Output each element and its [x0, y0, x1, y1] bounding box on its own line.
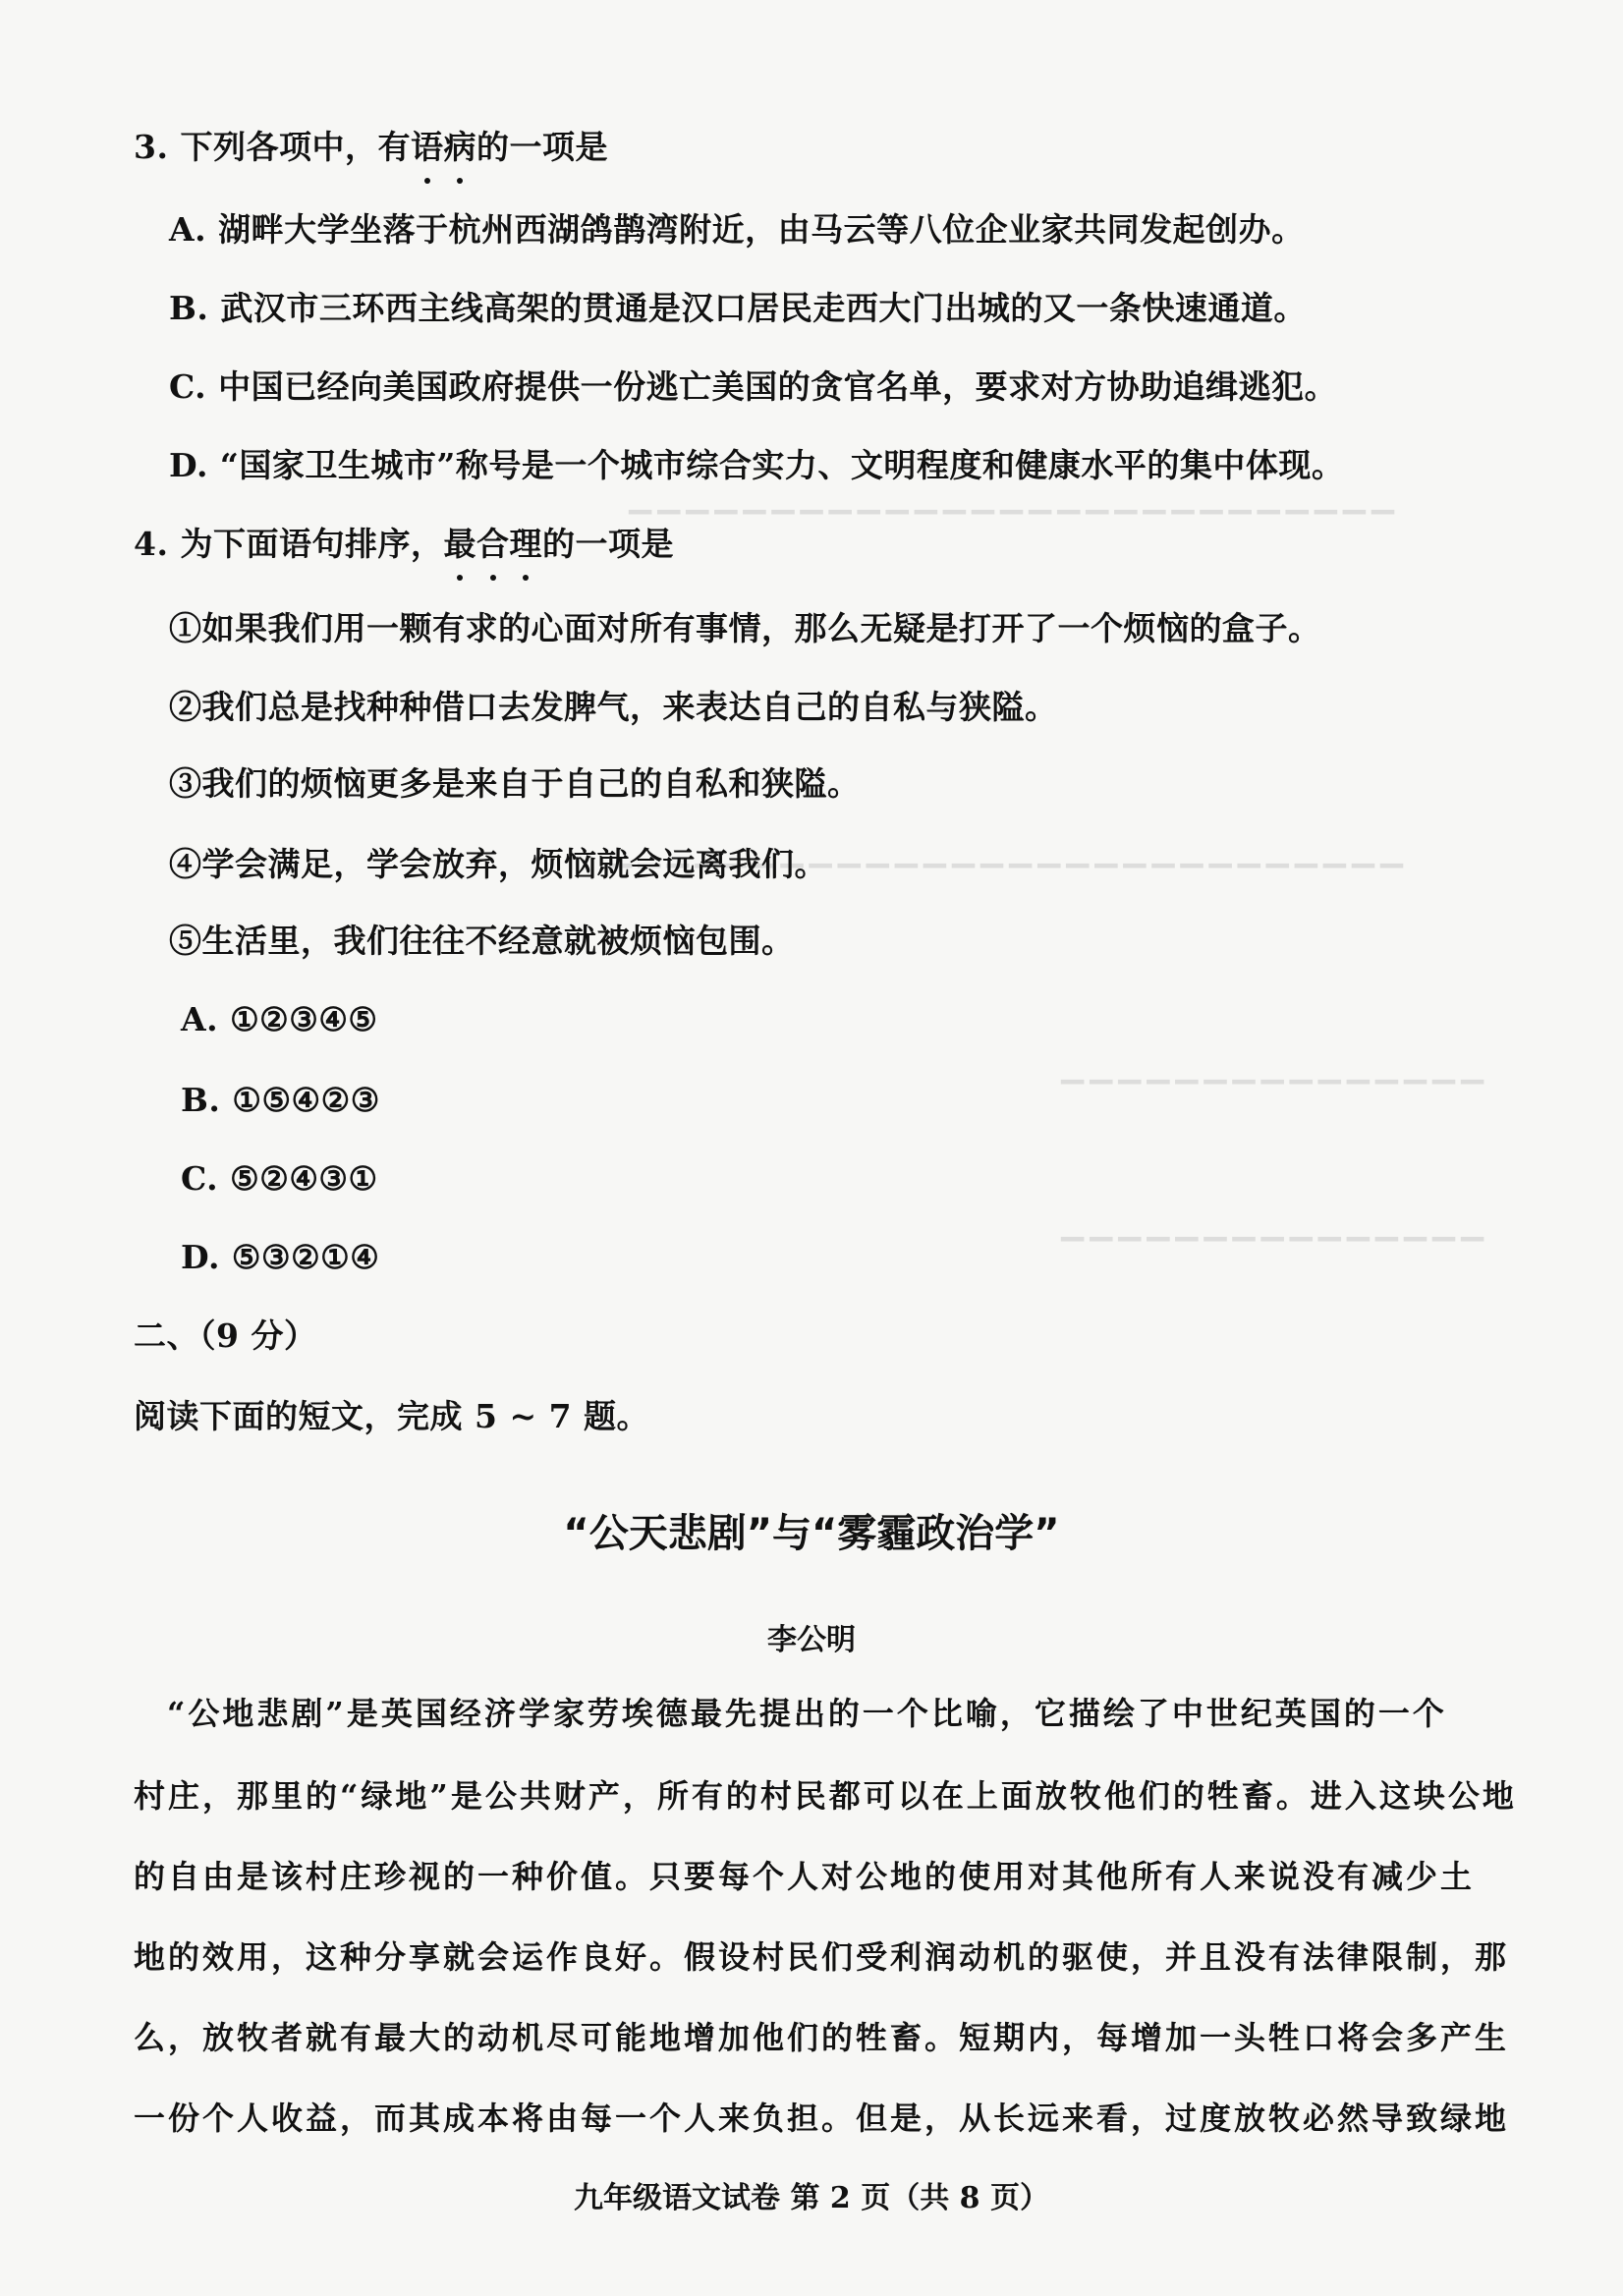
- article-line-1: “公地悲剧”是英国经济学家劳埃德最先提出的一个比喻，它描绘了中世纪英国的一个: [167, 1695, 1447, 1732]
- q4-sentence-3: ③我们的烦恼更多是来自于自己的自私和狭隘。: [169, 764, 861, 803]
- q4-option-d: D. ⑤③②①④: [181, 1238, 380, 1276]
- section-instruction: 阅读下面的短文，完成 5 ~ 7 题。: [134, 1397, 650, 1435]
- q4-sentence-1: ①如果我们用一颗有求的心面对所有事情，那么无疑是打开了一个烦恼的盒子。: [169, 609, 1321, 647]
- q3-stem: [134, 126, 608, 169]
- article-title: “公天悲剧”与“雾霾政治学”: [563, 1511, 1060, 1556]
- q3-option-d: D. “国家卫生城市”称号是一个城市综合实力、文明程度和健康水平的集中体现。: [169, 446, 1345, 484]
- section-heading: 二、（9 分）: [134, 1316, 317, 1355]
- q3-stem-emphasis: [411, 128, 476, 166]
- article-line-4: 地的效用，这种分享就会运作良好。假设村民们受利润动机的驱使，并且没有法律限制，那: [134, 1938, 1510, 1976]
- q3-stem-tail: 的一项是: [476, 128, 608, 166]
- q4-stem: [134, 523, 674, 566]
- q3-option-c: C. 中国已经向美国政府提供一份逃亡美国的贪官名单，要求对方协助追缉逃犯。: [169, 367, 1338, 406]
- article-line-3: 的自由是该村庄珍视的一种价值。只要每个人对公地的使用对其他所有人来说没有减少土: [134, 1858, 1476, 1895]
- q4-stem-tail: 的一项是: [541, 525, 674, 563]
- q4-sentence-5: ⑤生活里，我们往往不经意就被烦恼包围。: [169, 922, 795, 960]
- q4-emph-text: 最合理: [443, 525, 542, 563]
- q3-emph-text: 语病: [410, 128, 476, 166]
- q4-option-a: A. ①②③④⑤: [181, 1000, 378, 1038]
- bleed-through: ▔▔▔▔▔▔▔▔▔▔▔▔▔▔▔▔▔▔▔▔▔▔▔▔▔▔▔: [629, 511, 1400, 545]
- q4-stem-text: 4. 为下面语句排序，: [134, 525, 444, 563]
- article-line-5: 么，放牧者就有最大的动机尽可能地增加他们的牲畜。短期内，每增加一头牲口将会多产生: [134, 2019, 1510, 2056]
- q3-stem-text: 3. 下列各项中，有: [134, 128, 411, 166]
- bleed-through: ▔▔▔▔▔▔▔▔▔▔▔▔▔▔▔: [1061, 1081, 1490, 1115]
- article-author: 李公明: [767, 1623, 856, 1657]
- emphasis-dots: [411, 178, 476, 184]
- q4-option-b: B. ①⑤④②③: [181, 1081, 380, 1119]
- q4-sentence-4: ④学会满足，学会放弃，烦恼就会远离我们。: [169, 845, 827, 883]
- article-line-2: 村庄，那里的“绿地”是公共财产，所有的村民都可以在上面放牧他们的牲畜。进入这块公地: [134, 1777, 1517, 1815]
- article-line-6: 一份个人收益，而其成本将由每一个人来负担。但是，从长远来看，过度放牧必然导致绿地: [134, 2100, 1510, 2137]
- q4-stem-emphasis: [443, 525, 542, 563]
- q4-sentence-2: ②我们总是找种种借口去发脾气，来表达自己的自私与狭隘。: [169, 688, 1058, 726]
- q3-option-b: B. 武汉市三环西主线高架的贯通是汉口居民走西大门出城的又一条快速通道。: [169, 289, 1307, 327]
- page-footer: 九年级语文试卷 第 2 页（共 8 页）: [574, 2181, 1049, 2215]
- bleed-through: ▔▔▔▔▔▔▔▔▔▔▔▔▔▔▔▔▔▔▔▔▔▔▔▔▔▔▔▔: [609, 865, 1409, 899]
- emphasis-dots: [443, 575, 542, 581]
- q3-option-a: A. 湖畔大学坐落于杭州西湖鸽鹊湾附近，由马云等八位企业家共同发起创办。: [169, 210, 1305, 249]
- bleed-through: ▔▔▔▔▔▔▔▔▔▔▔▔▔▔▔: [1061, 1238, 1490, 1272]
- q4-option-c: C. ⑤②④③①: [181, 1159, 378, 1198]
